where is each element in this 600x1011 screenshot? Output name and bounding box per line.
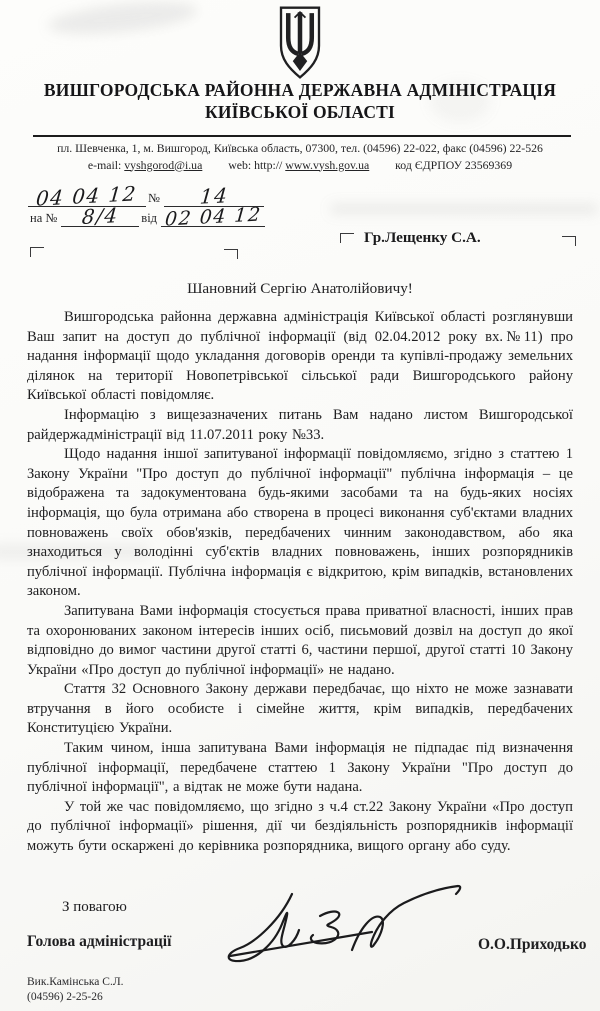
reference-row-outgoing: [28, 181, 265, 211]
reference-row-incoming: [28, 202, 265, 231]
corner-mark-recipient-close: [562, 236, 576, 246]
body-paragraph: Інформацію з вищезазначених питань Вам надано листом Вишгородської райдержадміністрації від 11.07.2011 року №33.: [27, 406, 573, 443]
executor-block: [27, 975, 124, 1005]
web-value: www.vysh.gov.ua: [285, 157, 370, 172]
reference-block: [28, 181, 265, 231]
outgoing-date-handwritten: 04 04 12: [35, 181, 139, 211]
outgoing-number-handwritten: 14: [198, 183, 230, 209]
edrpou-label: код ЄДРПОУ: [395, 157, 462, 172]
corner-mark-left-open: [30, 247, 44, 257]
web-label: web: http://: [228, 157, 283, 172]
scan-smudge: [330, 204, 598, 214]
org-name-line1: ВИШГОРОДСЬКА РАЙОННА ДЕРЖАВНА АДМІНІСТРАЦІЯ: [43, 80, 557, 100]
ukraine-trident-icon: [272, 5, 328, 86]
executor-name: Вик.Камінська С.Л.: [27, 976, 124, 988]
reply-label: на №: [30, 211, 58, 225]
address-line: пл. Шевченка, 1, м. Вишгород, Київська область, 07300, тел. (04596) 22-022, факс (04596) 22-526: [57, 141, 543, 155]
letterhead-divider: [33, 135, 571, 137]
body-paragraph: Таким чином, інша запитувана Вами інформація не підпадає під визначення публічної інформації, передбачене статтею 1 Закону України "Про доступ до публічної інформації", а відтак не може бути надана.: [27, 740, 573, 796]
corner-mark-left-close: [224, 249, 238, 259]
signature-scribble: [222, 880, 462, 973]
org-name: [0, 80, 600, 123]
incoming-date-blank: [161, 203, 265, 231]
scan-smudge: [47, 0, 199, 40]
corner-mark-recipient-open: [340, 233, 354, 243]
executor-phone: (04596) 2-25-26: [27, 991, 103, 1003]
letterhead-contacts: [0, 140, 600, 173]
incoming-number-blank: [61, 202, 139, 230]
body-paragraph: У той же час повідомляємо, що згідно з ч.4 ст.22 Закону України «Про доступ до публічної інформації» рішення, дії чи бездіяльність розпорядників інформації можуть бути оскаржені до керівника розпорядника, вищого органу або суду.: [27, 798, 573, 855]
letter-body: [27, 308, 573, 857]
body-paragraph: Стаття 32 Основного Закону держави передбачає, що ніхто не може зазнавати втручання в його особисте і сімейне життя, крім випадків, передбачених Конституцією України.: [27, 681, 573, 737]
contact-line: [0, 157, 600, 174]
org-name-line2: КИЇВСЬКОЇ ОБЛАСТІ: [204, 101, 396, 122]
salutation: Шановний Сергію Анатолійовичу!: [187, 280, 413, 297]
body-paragraph: Вишгородська районна державна адміністрація Київської області розглянувши Ваш запит на доступ до публічної інформації (від 02.04.2012 року вх.№11) про надання інформації щодо укладання договорів оренди та купівлі-продажу земельних ділянок на території Новопетрівської сільської ради Вишгородського району Київської області повідомляє.: [27, 309, 573, 404]
body-paragraph: Запитувана Вами інформація стосується права приватної власності, інших прав та охоронюваних законом інтересів інших осіб, письмовий дозвіл на доступ до якої відповідно до вимог частини другої статті 6, частини першої, другої статті 10 Закону України «Про доступ до публічної інформації» не надано.: [27, 602, 573, 678]
signer-title: Голова адміністрації: [27, 933, 172, 950]
number-sign: №: [148, 191, 160, 205]
email-value: vyshgorod@i.ua: [124, 157, 203, 172]
recipient-name: Гр.Лещенку С.А.: [364, 229, 481, 246]
edrpou-value: 23569369: [464, 157, 513, 172]
valediction: З повагою: [62, 899, 127, 915]
incoming-number-handwritten: 8/4: [80, 202, 120, 230]
from-label: від: [141, 211, 158, 225]
incoming-date-handwritten: 02 04 12: [163, 203, 263, 231]
signer-name: О.О.Приходько: [478, 936, 587, 953]
email-label: e-mail:: [87, 157, 122, 172]
body-paragraph: Щодо надання іншої запитуваної інформації повідомляємо, згідно з статтею 1 Закону України "Про доступ до публічної інформації" публічна інформація – це відображена та задокументована будь-якими засобами та на будь-яких носіях інформація, що була отримана або створена в процесі виконання суб'єктами владних повноважень своїх обов'язків, передбачених чинним законодавством, або яка знаходиться у володінні суб'єктів владних повноважень, інших розпорядників публічної інформації. Публічна інформація є відкритою, крім випадків, встановлених законом.: [27, 446, 573, 600]
